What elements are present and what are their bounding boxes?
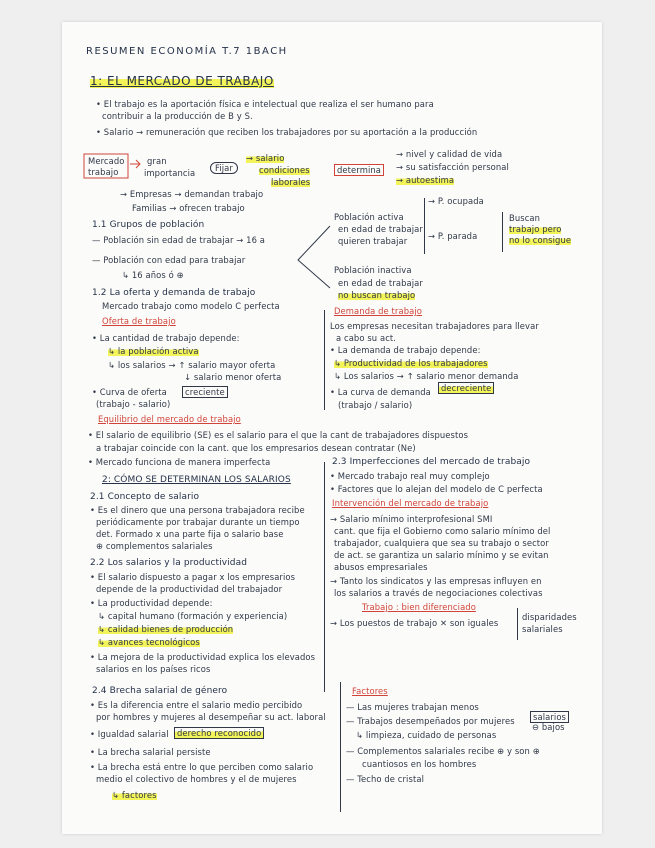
oferta-line: ↳ los salarios → ↑ salario mayor oferta xyxy=(108,360,276,370)
derecho-box: derecho reconocido xyxy=(174,727,264,739)
laborales-label: laborales xyxy=(271,177,311,187)
demanda-line: (trabajo / salario) xyxy=(338,400,413,410)
inactiva-label: Población inactiva xyxy=(334,265,412,275)
demanda-title: Demanda de trabajo xyxy=(334,306,422,316)
poblacion-line: — Población con edad para trabajar xyxy=(92,255,246,265)
factores-title: Factores xyxy=(352,686,388,696)
bracket-icon xyxy=(82,152,142,182)
poblacion-line: ↳ 16 años ó ⊕ xyxy=(122,270,184,280)
column-divider xyxy=(324,310,325,410)
imperfecciones-line: • Factores que lo alejan del modelo de C perfecta xyxy=(330,484,543,494)
imperfecciones-subtitle: Trabajo : bien diferenciado xyxy=(362,602,476,612)
productividad-line: ↳ calidad bienes de producción xyxy=(98,624,234,634)
factor-line: — Las mujeres trabajan menos xyxy=(346,702,479,712)
imperfecciones-line: disparidades xyxy=(522,612,577,622)
imperfecciones-line: → Salario mínimo interprofesional SMI xyxy=(330,514,493,524)
subsection-heading: 2.1 Concepto de salario xyxy=(90,492,200,502)
activa-label: en edad de trabajar xyxy=(338,224,423,234)
factor-line: ↳ limpieza, cuidado de personas xyxy=(356,730,497,740)
branch-icon xyxy=(294,222,334,292)
equilibrio-line: a trabajar coincide con la cant. que los empresarios desean contratar (Ne) xyxy=(96,443,416,453)
demanda-line: ↳ Los salarios → ↑ salario menor demanda xyxy=(334,371,519,381)
inactiva-label: en edad de trabajar xyxy=(338,278,423,288)
subsection-heading: 2.2 Los salarios y la productividad xyxy=(90,558,248,568)
productividad-line: depende de la productividad del trabajador xyxy=(96,584,283,594)
salario-line: • Es el dinero que una persona trabajadora recibe xyxy=(90,505,305,515)
column-divider xyxy=(340,682,341,812)
factor-line: — Trabajos desempeñados por mujeres xyxy=(346,716,515,726)
demanda-line: ↳ Productividad de los trabajadores xyxy=(334,358,488,368)
subsection-heading: 1.2 La oferta y demanda de trabajo xyxy=(92,288,256,298)
poblacion-line: — Población sin edad de trabajar → 16 a xyxy=(92,235,265,245)
oferta-line: • La cantidad de trabajo depende: xyxy=(92,333,240,343)
activa-label: quieren trabajar xyxy=(338,236,408,246)
imperfecciones-line: → Tanto los sindicatos y las empresas influyen en xyxy=(330,576,542,586)
divider xyxy=(502,212,503,252)
determina-label: determina xyxy=(334,164,384,176)
mercado-label: Mercado xyxy=(88,156,125,166)
oferta-title: Oferta de trabajo xyxy=(102,316,176,326)
empresas-line: → Empresas → demandan trabajo xyxy=(120,189,264,199)
determina-item: → nivel y calidad de vida xyxy=(396,149,503,159)
oferta-line: (trabajo - salario) xyxy=(96,399,171,409)
bracket xyxy=(517,608,518,640)
demanda-line: • La curva de demanda xyxy=(330,387,431,397)
demanda-line: Los empresas necesitan trabajadores para llevar xyxy=(330,321,539,331)
notebook-page xyxy=(62,22,602,834)
intro-line: • El trabajo es la aportación física e intelectual que realiza el ser humano para xyxy=(96,99,434,109)
productividad-line: • El salario dispuesto a pagar x los empresarios xyxy=(90,572,296,582)
productividad-line: • La mejora de la productividad explica los elevados xyxy=(90,652,316,662)
brecha-line: • La brecha está entre lo que perciben como salario xyxy=(90,762,314,772)
section-1-heading: 1: EL MERCADO DE TRABAJO xyxy=(90,74,274,88)
imperfecciones-subtitle: Intervención del mercado de trabajo xyxy=(332,498,489,508)
imperfecciones-line: cant. que fija el Gobierno como salario mínimo del xyxy=(334,526,551,536)
salario-line: det. Formado x una parte fija o salario base xyxy=(96,529,284,539)
parada-detail: Buscan xyxy=(509,213,541,223)
imperfecciones-line: de act. se garantiza un salario mínimo y se evitan xyxy=(334,550,549,560)
productividad-line: salarios en los países ricos xyxy=(96,664,211,674)
inactiva-label: no buscan trabajo xyxy=(338,290,416,300)
brecha-line: por hombres y mujeres al desempeñar su act. laboral xyxy=(96,712,326,722)
page-title: RESUMEN ECONOMÍA T.7 1BACH xyxy=(86,46,288,57)
subsection-heading: 1.1 Grupos de población xyxy=(92,220,205,230)
oferta-line: ↳ la población activa xyxy=(108,346,199,356)
factor-line: — Techo de cristal xyxy=(346,774,424,784)
equilibrio-line: • El salario de equilibrio (SE) es el salario para el que la cant de trabajadores dispuestos xyxy=(88,430,469,440)
factor-line: — Complementos salariales recibe ⊕ y son ⊕ xyxy=(346,746,540,756)
equilibrio-title: Equilibrio del mercado de trabajo xyxy=(98,414,241,424)
subsection-heading: 2.3 Imperfecciones del mercado de trabajo xyxy=(332,457,531,467)
intro-line: contribuir a la producción de B y S. xyxy=(102,111,253,121)
creciente-box: creciente xyxy=(182,386,228,398)
brecha-line: • La brecha salarial persiste xyxy=(90,747,211,757)
decreciente-box: decreciente xyxy=(438,382,494,394)
determina-item: → autoestima xyxy=(396,175,455,185)
salario-line: periódicamente por trabajar durante un tiempo xyxy=(96,517,300,527)
imperfecciones-line: los salarios a través de negociaciones colectivas xyxy=(334,588,543,598)
imperfecciones-line: salariales xyxy=(522,624,563,634)
importancia-label: importancia xyxy=(144,168,196,178)
gran-label: gran xyxy=(147,156,167,166)
demanda-line: a cabo su act. xyxy=(336,333,397,343)
factor-line: ⊖ bajos xyxy=(532,722,565,732)
salario-line: ⊕ complementos salariales xyxy=(96,541,213,551)
brecha-line: • Es la diferencia entre el salario medio percibido xyxy=(90,700,303,710)
mercado-label: trabajo xyxy=(88,167,119,177)
brecha-line: medio el colectivo de hombres y el de mujeres xyxy=(96,774,297,784)
determina-item: → su satisfacción personal xyxy=(396,162,509,172)
factor-line: cuantiosos en los hombres xyxy=(362,759,477,769)
imperfecciones-line: abusos empresariales xyxy=(334,562,428,572)
productividad-line: • La productividad depende: xyxy=(90,598,213,608)
factor-box: salarios xyxy=(530,711,569,723)
imperfecciones-line: • Mercado trabajo real muy complejo xyxy=(330,471,490,481)
parada-label: → P. parada xyxy=(428,231,478,241)
productividad-line: ↳ capital humano (formación y experiencia) xyxy=(98,611,288,621)
oferta-line: • Curva de oferta xyxy=(92,387,167,397)
ocupada-label: → P. ocupada xyxy=(428,196,484,206)
oferta-line: ↓ salario menor oferta xyxy=(184,372,282,382)
brecha-line: ↳ factores xyxy=(112,790,157,800)
fijar-label: Fijar xyxy=(210,162,238,174)
salario-label: → salario xyxy=(246,153,285,163)
imperfecciones-line: → Los puestos de trabajo ✕ son iguales xyxy=(330,618,499,628)
brecha-line: • Igualdad salarial xyxy=(90,729,169,739)
parada-detail: trabajo pero xyxy=(509,224,562,234)
imperfecciones-line: trabajador, cualquiera que sea su trabajo o sector xyxy=(334,538,549,548)
familias-line: Familias → ofrecen trabajo xyxy=(132,203,245,213)
condiciones-label: condiciones xyxy=(259,165,310,175)
oferta-line: Mercado trabajo como modelo C perfecta xyxy=(102,301,280,311)
activa-label: Población activa xyxy=(334,212,404,222)
divider xyxy=(424,198,425,254)
productividad-line: ↳ avances tecnológicos xyxy=(98,637,200,647)
section-2-heading: 2: CÓMO SE DETERMINAN LOS SALARIOS xyxy=(102,475,291,485)
parada-detail: no lo consigue xyxy=(509,235,572,245)
intro-line: • Salario → remuneración que reciben los trabajadores por su aportación a la producción xyxy=(96,127,478,137)
equilibrio-line: • Mercado funciona de manera imperfecta xyxy=(88,457,271,467)
column-divider xyxy=(324,462,325,692)
demanda-line: • La demanda de trabajo depende: xyxy=(330,345,481,355)
subsection-heading: 2.4 Brecha salarial de género xyxy=(92,686,228,696)
